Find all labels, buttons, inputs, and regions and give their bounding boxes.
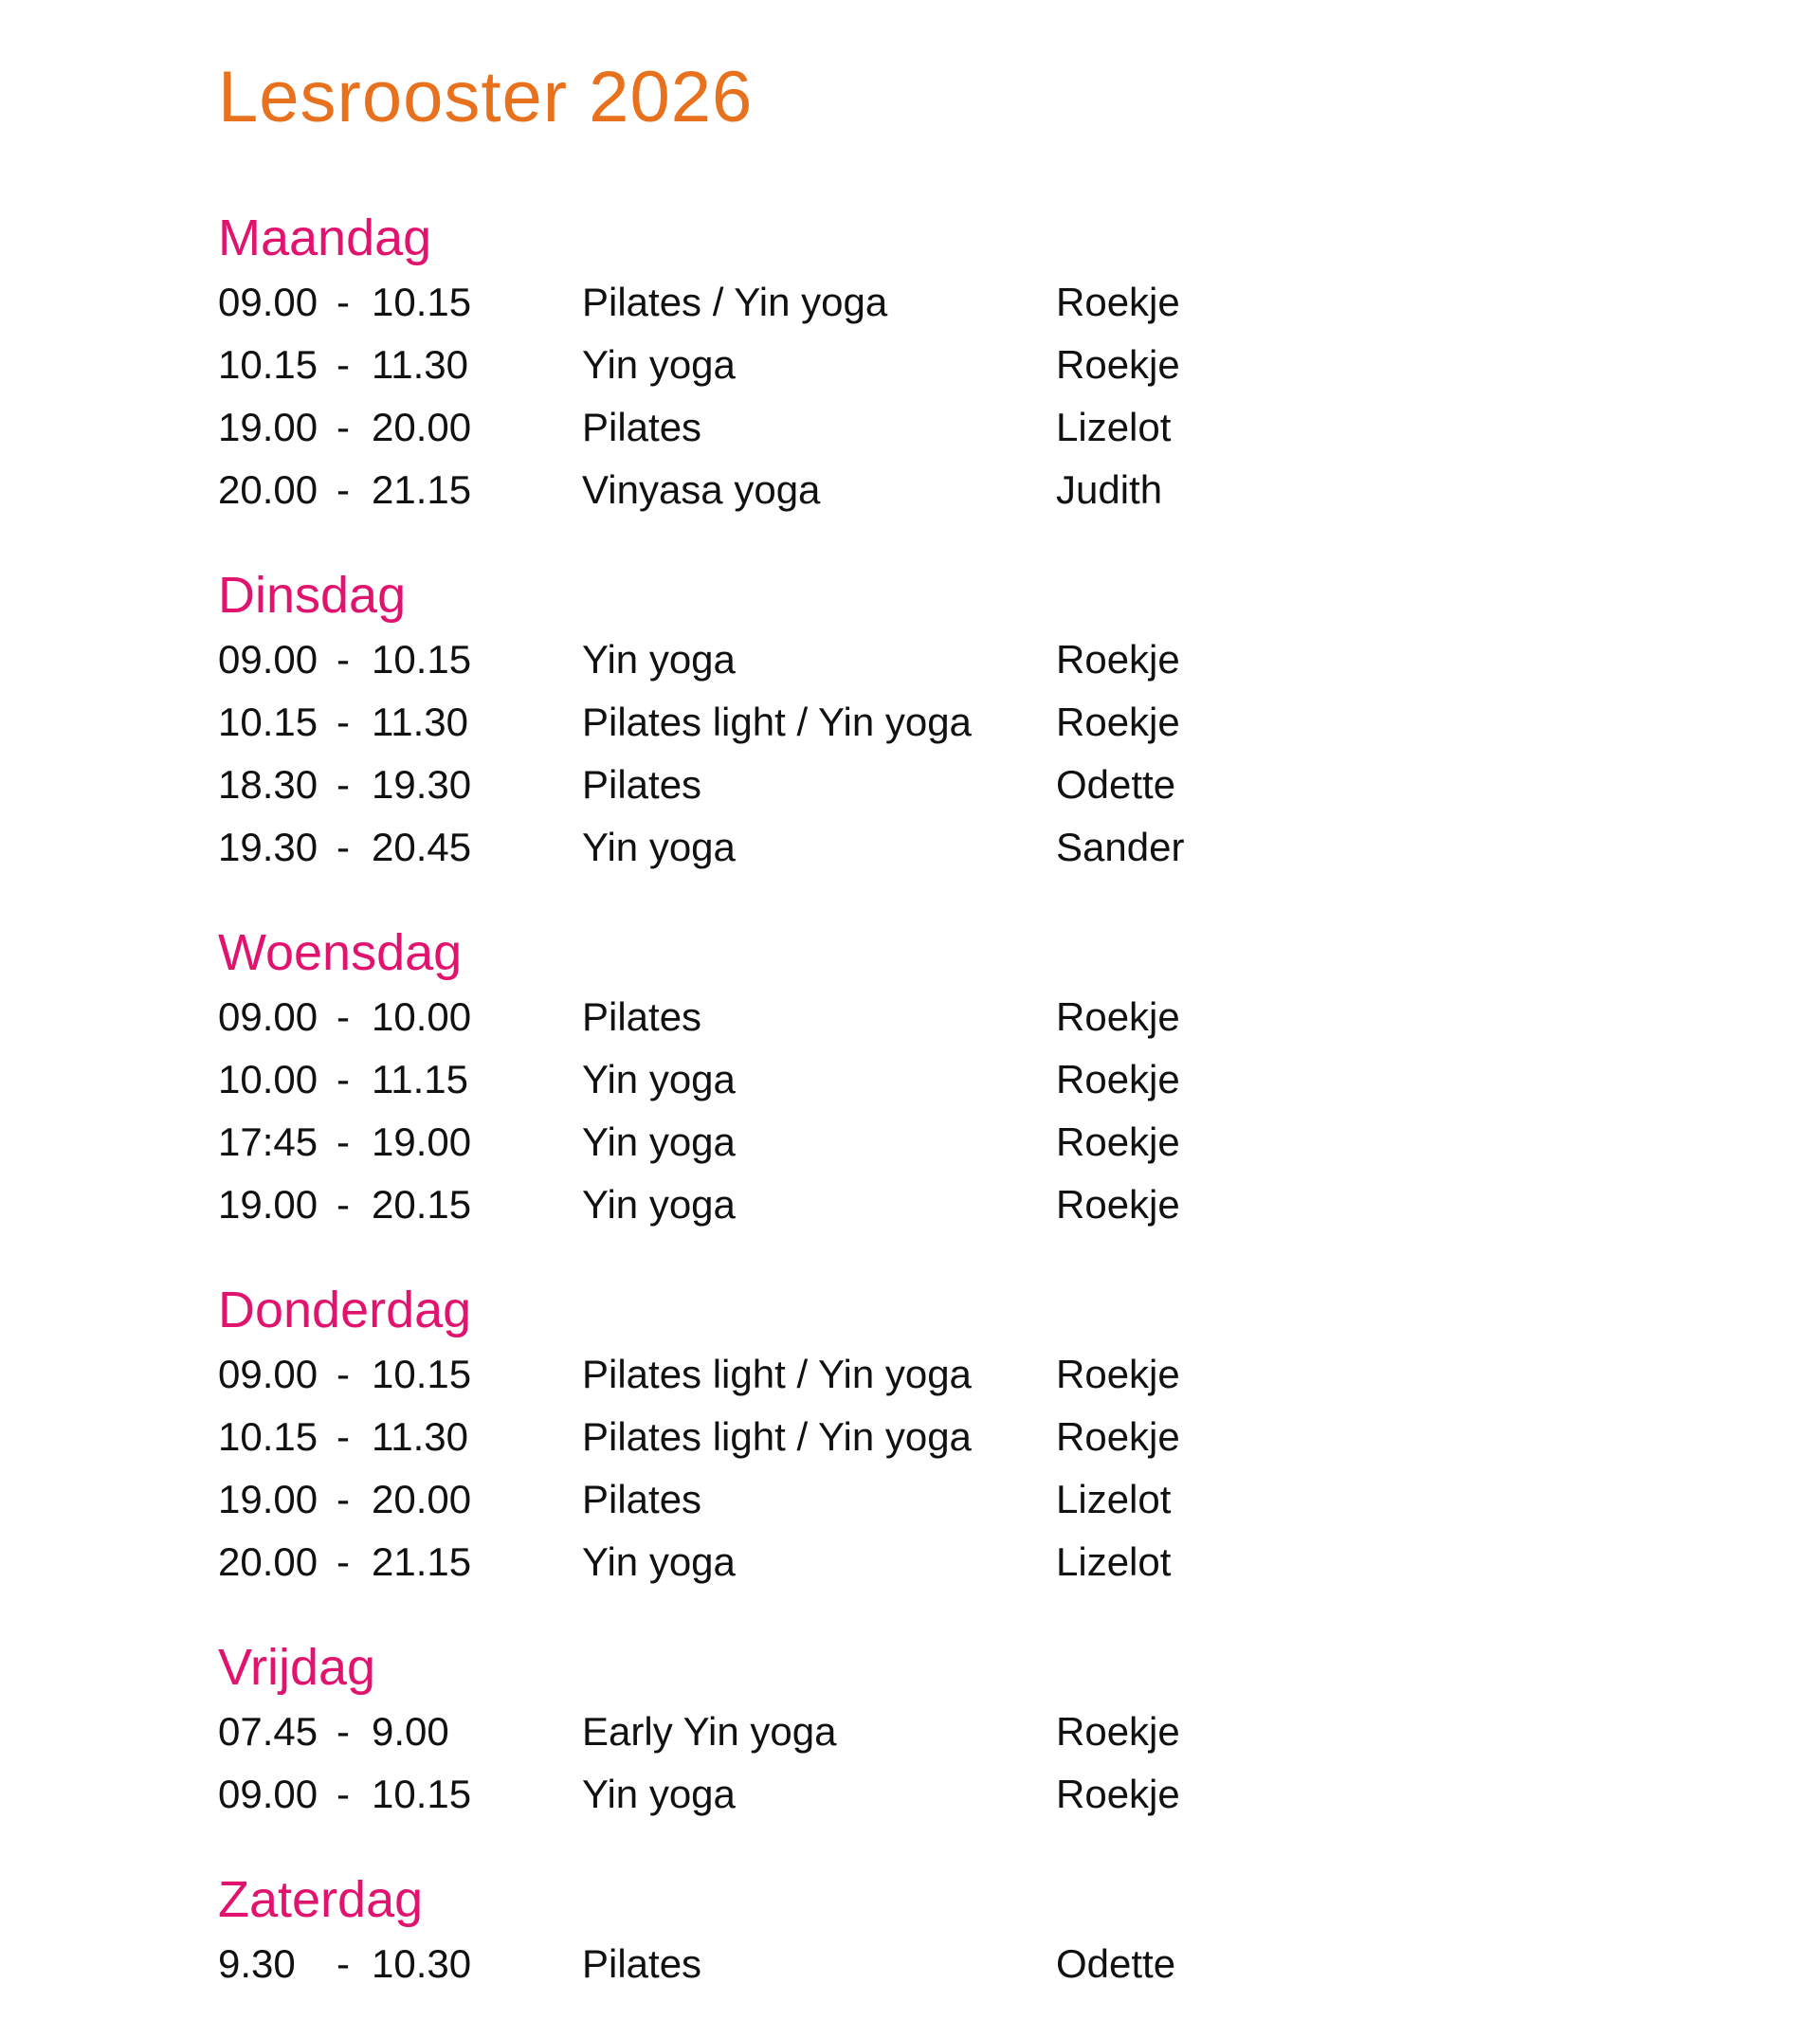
start-time: 10.15 [218, 700, 318, 744]
teacher-name: Sander [1056, 825, 1185, 869]
teacher-name: Roekje [1056, 1772, 1180, 1816]
class-name: Yin yoga [582, 1119, 736, 1164]
time-separator: - [337, 1772, 350, 1816]
day-heading: Maandag [218, 209, 432, 266]
end-time: 19.00 [372, 1119, 472, 1164]
teacher-name: Roekje [1056, 1119, 1180, 1164]
start-time: 17:45 [218, 1119, 318, 1164]
class-row [218, 1048, 1640, 1111]
class-name: Vinyasa yoga [582, 467, 821, 512]
class-row [218, 691, 1640, 754]
end-time: 10.15 [372, 637, 472, 682]
class-row [218, 1111, 1640, 1174]
time-separator: - [337, 405, 350, 449]
time-separator: - [337, 1709, 350, 1754]
time-separator: - [337, 1941, 350, 1986]
start-time: 09.00 [218, 637, 318, 682]
end-time: 11.15 [372, 1057, 468, 1101]
class-name: Pilates [582, 1477, 702, 1521]
end-time: 21.15 [372, 467, 472, 512]
class-row [218, 1174, 1640, 1236]
class-name: Pilates light / Yin yoga [582, 1414, 972, 1459]
class-row [218, 459, 1640, 521]
start-time: 09.00 [218, 1352, 318, 1396]
class-name: Early Yin yoga [582, 1709, 837, 1754]
end-time: 10.30 [372, 1941, 472, 1986]
end-time: 11.30 [372, 700, 468, 744]
page-title: Lesrooster 2026 [218, 57, 754, 137]
class-name: Pilates [582, 1941, 702, 1986]
class-name: Pilates light / Yin yoga [582, 700, 972, 744]
start-time: 19.00 [218, 405, 318, 449]
teacher-name: Roekje [1056, 1414, 1180, 1459]
class-row [218, 986, 1640, 1048]
day-heading: Dinsdag [218, 567, 407, 624]
teacher-name: Roekje [1056, 1709, 1180, 1754]
class-row [218, 1531, 1640, 1593]
teacher-name: Judith [1056, 467, 1163, 512]
time-separator: - [337, 280, 350, 324]
teacher-name: Roekje [1056, 637, 1180, 682]
class-name: Pilates [582, 994, 702, 1039]
class-row [218, 1933, 1640, 1995]
teacher-name: Odette [1056, 1941, 1176, 1986]
start-time: 09.00 [218, 1772, 318, 1816]
class-row [218, 396, 1640, 459]
class-row [218, 271, 1640, 334]
class-name: Pilates / Yin yoga [582, 280, 888, 324]
class-row [218, 334, 1640, 396]
class-row [218, 754, 1640, 816]
day-heading: Donderdag [218, 1282, 472, 1338]
end-time: 20.00 [372, 405, 472, 449]
day-block-woensdag [218, 921, 1640, 1236]
start-time: 19.00 [218, 1182, 318, 1227]
time-separator: - [337, 1477, 350, 1521]
teacher-name: Lizelot [1056, 405, 1172, 449]
class-name: Pilates [582, 405, 702, 449]
start-time: 19.00 [218, 1477, 318, 1521]
teacher-name: Roekje [1056, 1057, 1180, 1101]
class-row [218, 628, 1640, 691]
class-name: Yin yoga [582, 637, 736, 682]
day-heading: Woensdag [218, 924, 463, 981]
start-time: 19.30 [218, 825, 318, 869]
start-time: 07.45 [218, 1709, 318, 1754]
end-time: 20.45 [372, 825, 472, 869]
time-separator: - [337, 1057, 350, 1101]
class-row [218, 1343, 1640, 1406]
time-separator: - [337, 825, 350, 869]
day-block-vrijdag [218, 1636, 1640, 1826]
teacher-name: Roekje [1056, 1352, 1180, 1396]
start-time: 09.00 [218, 280, 318, 324]
class-row [218, 1406, 1640, 1468]
class-row [218, 1763, 1640, 1826]
day-block-maandag [218, 207, 1640, 521]
day-block-donderdag [218, 1279, 1640, 1593]
start-time: 10.15 [218, 342, 318, 387]
time-separator: - [337, 1182, 350, 1227]
class-row [218, 816, 1640, 879]
start-time: 09.00 [218, 994, 318, 1039]
end-time: 20.15 [372, 1182, 472, 1227]
teacher-name: Lizelot [1056, 1477, 1172, 1521]
class-name: Yin yoga [582, 825, 736, 869]
time-separator: - [337, 342, 350, 387]
class-name: Yin yoga [582, 1182, 736, 1227]
class-row [218, 1468, 1640, 1531]
time-separator: - [337, 1119, 350, 1164]
start-time: 20.00 [218, 467, 318, 512]
day-heading: Vrijdag [218, 1639, 376, 1696]
teacher-name: Odette [1056, 762, 1176, 807]
start-time: 10.00 [218, 1057, 318, 1101]
time-separator: - [337, 637, 350, 682]
time-separator: - [337, 762, 350, 807]
start-time: 10.15 [218, 1414, 318, 1459]
time-separator: - [337, 994, 350, 1039]
day-block-zaterdag [218, 1868, 1640, 1995]
end-time: 21.15 [372, 1539, 472, 1584]
start-time: 9.30 [218, 1941, 296, 1986]
teacher-name: Roekje [1056, 700, 1180, 744]
teacher-name: Roekje [1056, 342, 1180, 387]
start-time: 18.30 [218, 762, 318, 807]
class-name: Yin yoga [582, 1539, 736, 1584]
class-name: Pilates light / Yin yoga [582, 1352, 972, 1396]
teacher-name: Roekje [1056, 994, 1180, 1039]
start-time: 20.00 [218, 1539, 318, 1584]
class-name: Yin yoga [582, 342, 736, 387]
teacher-name: Roekje [1056, 1182, 1180, 1227]
class-name: Pilates [582, 762, 702, 807]
day-block-dinsdag [218, 564, 1640, 879]
end-time: 19.30 [372, 762, 472, 807]
time-separator: - [337, 700, 350, 744]
end-time: 20.00 [372, 1477, 472, 1521]
teacher-name: Lizelot [1056, 1539, 1172, 1584]
end-time: 9.00 [372, 1709, 449, 1754]
time-separator: - [337, 467, 350, 512]
end-time: 10.15 [372, 1772, 472, 1816]
teacher-name: Roekje [1056, 280, 1180, 324]
end-time: 11.30 [372, 342, 468, 387]
time-separator: - [337, 1539, 350, 1584]
day-heading: Zaterdag [218, 1871, 424, 1928]
end-time: 10.00 [372, 994, 472, 1039]
end-time: 11.30 [372, 1414, 468, 1459]
time-separator: - [337, 1352, 350, 1396]
time-separator: - [337, 1414, 350, 1459]
class-name: Yin yoga [582, 1057, 736, 1101]
days-list [218, 207, 1640, 1995]
class-row [218, 1701, 1640, 1763]
class-name: Yin yoga [582, 1772, 736, 1816]
end-time: 10.15 [372, 280, 472, 324]
end-time: 10.15 [372, 1352, 472, 1396]
schedule [218, 55, 1640, 2038]
